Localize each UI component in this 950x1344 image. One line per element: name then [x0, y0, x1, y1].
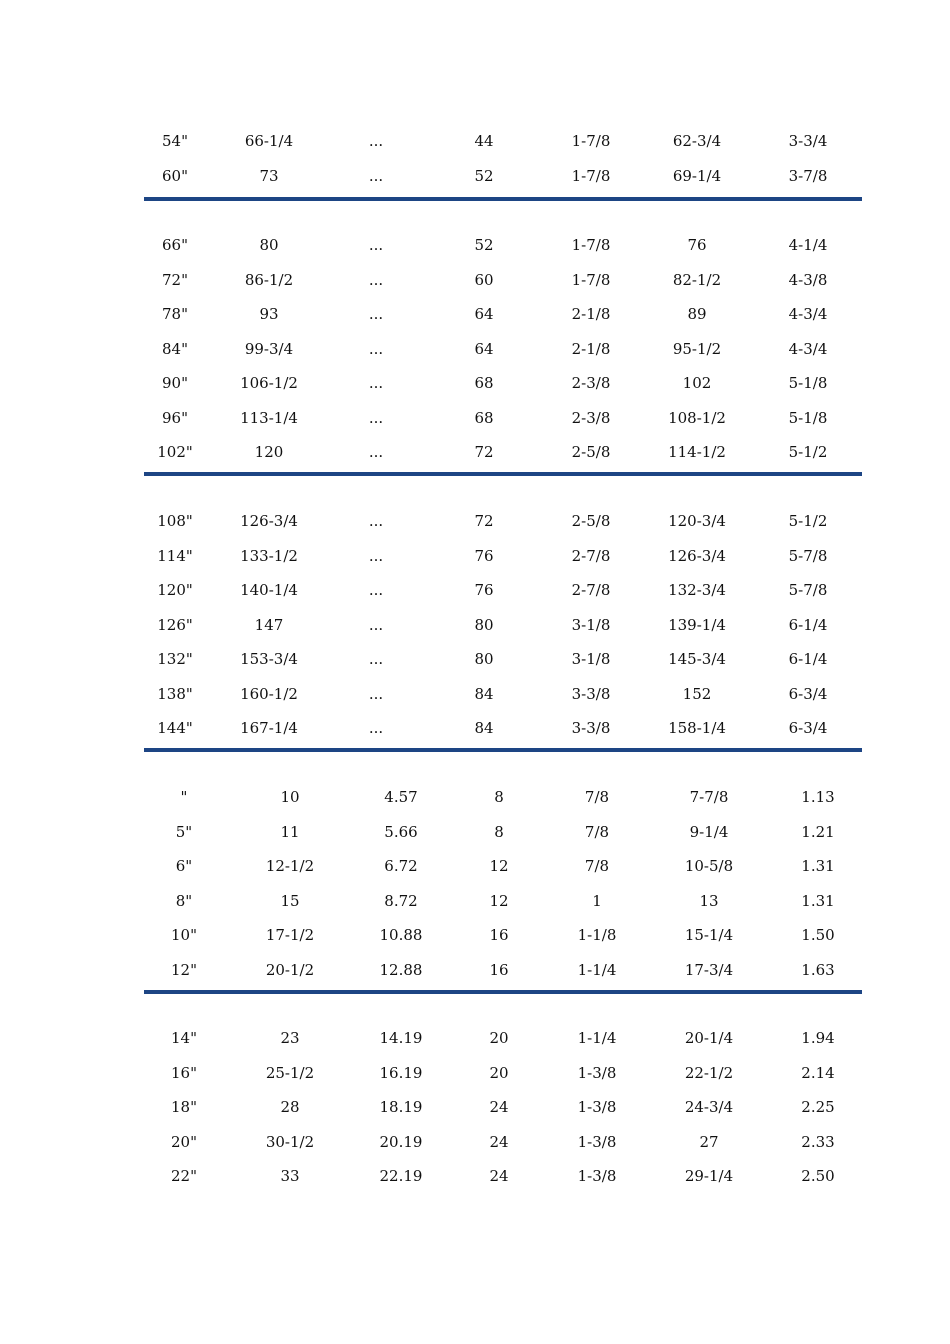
cell-nominal-size: " [180, 788, 188, 806]
cell-nominal-size: 18" [171, 1098, 197, 1116]
cell-nominal-size: 72" [162, 270, 188, 289]
table-row [0, 608, 950, 642]
table-row [0, 953, 950, 987]
cell-col-7: 2.14 [801, 1063, 835, 1082]
cell-col-7: 1.31 [801, 891, 835, 910]
cell-bolt-circle: 82-1/2 [672, 270, 722, 289]
cell-col-3: ... [368, 236, 384, 254]
cell-nominal-size: 144" [157, 719, 193, 737]
cell-bolt-size: 3-3/8 [571, 719, 611, 737]
cell-col-3: 6.72 [384, 857, 418, 875]
cell-nominal-size: 60" [162, 166, 188, 185]
cell-bolt-count: 24 [489, 1167, 509, 1185]
cell-nominal-size: 10" [171, 926, 197, 944]
cell-bolt-count: 52 [474, 166, 494, 185]
cell-flange-diameter: 120 [254, 443, 284, 461]
cell-col-3: ... [368, 512, 384, 530]
cell-flange-diameter: 167-1/4 [240, 719, 298, 737]
cell-bolt-size: 1-1/8 [577, 926, 617, 944]
cell-bolt-count: 12 [489, 891, 509, 910]
cell-bolt-size: 2-5/8 [571, 512, 611, 530]
cell-bolt-size: 2-1/8 [571, 339, 611, 358]
cell-bolt-count: 80 [474, 615, 494, 634]
cell-col-7: 4-3/8 [788, 270, 828, 289]
cell-col-3: 12.88 [379, 960, 423, 979]
cell-bolt-count: 64 [474, 305, 494, 323]
cell-nominal-size: 12" [171, 960, 197, 979]
table-row [0, 228, 950, 262]
cell-bolt-count: 68 [474, 374, 494, 392]
cell-bolt-count: 64 [474, 339, 494, 358]
cell-flange-diameter: 17-1/2 [265, 926, 315, 944]
cell-nominal-size: 22" [171, 1167, 197, 1185]
cell-bolt-circle: 158-1/4 [668, 719, 726, 737]
cell-bolt-circle: 89 [687, 305, 707, 323]
cell-bolt-circle: 24-3/4 [684, 1098, 734, 1116]
cell-flange-diameter: 73 [259, 166, 279, 185]
section-divider [144, 197, 862, 201]
table-row [0, 435, 950, 469]
table-row [0, 401, 950, 435]
cell-col-3: ... [368, 546, 384, 565]
table-row [0, 849, 950, 883]
cell-col-7: 5-7/8 [788, 581, 828, 599]
cell-flange-diameter: 106-1/2 [240, 374, 298, 392]
cell-nominal-size: 20" [171, 1132, 197, 1151]
cell-nominal-size: 5" [175, 822, 193, 841]
cell-bolt-count: 8 [494, 788, 504, 806]
cell-col-3: 5.66 [384, 822, 418, 841]
cell-bolt-circle: 20-1/4 [684, 1029, 734, 1047]
cell-col-7: 1.50 [801, 926, 835, 944]
cell-bolt-size: 3-1/8 [571, 615, 611, 634]
cell-bolt-size: 1-3/8 [577, 1098, 617, 1116]
cell-bolt-count: 84 [474, 719, 494, 737]
cell-bolt-size: 1-7/8 [571, 270, 611, 289]
cell-nominal-size: 102" [157, 443, 193, 461]
cell-flange-diameter: 153-3/4 [240, 650, 298, 668]
cell-col-3: 20.19 [379, 1132, 423, 1151]
cell-bolt-count: 16 [489, 926, 509, 944]
cell-col-7: 3-7/8 [788, 166, 828, 185]
cell-flange-diameter: 86-1/2 [244, 270, 294, 289]
table-row [0, 1021, 950, 1055]
table-row [0, 1090, 950, 1124]
table-row [0, 884, 950, 918]
cell-col-3: 8.72 [384, 891, 418, 910]
cell-col-7: 5-1/8 [788, 408, 828, 427]
table-row [0, 780, 950, 814]
cell-bolt-count: 60 [474, 270, 494, 289]
cell-bolt-size: 2-7/8 [571, 581, 611, 599]
cell-bolt-count: 84 [474, 684, 494, 703]
cell-col-7: 1.63 [801, 960, 835, 979]
table-row [0, 918, 950, 952]
cell-col-3: 16.19 [379, 1063, 423, 1082]
cell-col-7: 5-1/2 [788, 512, 828, 530]
cell-bolt-circle: 15-1/4 [684, 926, 734, 944]
cell-bolt-count: 24 [489, 1132, 509, 1151]
cell-col-3: ... [368, 684, 384, 703]
cell-nominal-size: 16" [171, 1063, 197, 1082]
cell-bolt-size: 1-7/8 [571, 236, 611, 254]
cell-bolt-size: 7/8 [584, 857, 610, 875]
cell-bolt-count: 12 [489, 857, 509, 875]
cell-col-7: 5-7/8 [788, 546, 828, 565]
cell-nominal-size: 8" [175, 891, 193, 910]
table-row [0, 366, 950, 400]
cell-col-3: 22.19 [379, 1167, 423, 1185]
cell-flange-diameter: 126-3/4 [240, 512, 298, 530]
cell-bolt-size: 3-1/8 [571, 650, 611, 668]
cell-col-7: 2.33 [801, 1132, 835, 1151]
cell-flange-diameter: 66-1/4 [244, 132, 294, 150]
cell-bolt-circle: 132-3/4 [668, 581, 726, 599]
cell-bolt-count: 76 [474, 581, 494, 599]
table-row [0, 1159, 950, 1193]
cell-bolt-size: 2-5/8 [571, 443, 611, 461]
cell-bolt-count: 20 [489, 1029, 509, 1047]
cell-bolt-circle: 126-3/4 [668, 546, 726, 565]
cell-bolt-count: 24 [489, 1098, 509, 1116]
cell-bolt-circle: 120-3/4 [668, 512, 726, 530]
table-row [0, 642, 950, 676]
cell-bolt-count: 20 [489, 1063, 509, 1082]
cell-bolt-circle: 95-1/2 [672, 339, 722, 358]
cell-nominal-size: 126" [157, 615, 193, 634]
cell-bolt-size: 7/8 [584, 788, 610, 806]
cell-flange-diameter: 33 [280, 1167, 300, 1185]
cell-nominal-size: 90" [162, 374, 188, 392]
cell-col-3: ... [368, 443, 384, 461]
cell-flange-diameter: 28 [280, 1098, 300, 1116]
cell-bolt-size: 1-7/8 [571, 132, 611, 150]
cell-bolt-count: 68 [474, 408, 494, 427]
cell-flange-diameter: 10 [280, 788, 300, 806]
cell-bolt-count: 52 [474, 236, 494, 254]
cell-flange-diameter: 99-3/4 [244, 339, 294, 358]
cell-nominal-size: 66" [162, 236, 188, 254]
cell-col-7: 1.94 [801, 1029, 835, 1047]
table-row [0, 504, 950, 538]
table-row [0, 677, 950, 711]
cell-col-7: 1.31 [801, 857, 835, 875]
cell-col-7: 5-1/8 [788, 374, 828, 392]
cell-col-7: 2.25 [801, 1098, 835, 1116]
cell-col-3: ... [368, 581, 384, 599]
cell-bolt-size: 2-3/8 [571, 374, 611, 392]
cell-col-7: 5-1/2 [788, 443, 828, 461]
cell-flange-diameter: 113-1/4 [240, 408, 298, 427]
cell-col-3: ... [368, 719, 384, 737]
cell-bolt-count: 8 [494, 822, 504, 841]
cell-col-3: ... [368, 650, 384, 668]
cell-bolt-size: 1-3/8 [577, 1063, 617, 1082]
table-row [0, 1125, 950, 1159]
cell-col-3: ... [368, 270, 384, 289]
cell-bolt-circle: 102 [682, 374, 712, 392]
cell-nominal-size: 114" [157, 546, 193, 565]
cell-bolt-size: 2-3/8 [571, 408, 611, 427]
cell-flange-diameter: 133-1/2 [240, 546, 298, 565]
cell-bolt-circle: 108-1/2 [668, 408, 726, 427]
cell-col-7: 1.13 [801, 788, 835, 806]
cell-nominal-size: 84" [162, 339, 188, 358]
cell-bolt-size: 1-1/4 [577, 960, 617, 979]
table-row [0, 1056, 950, 1090]
table-row [0, 297, 950, 331]
cell-bolt-size: 3-3/8 [571, 684, 611, 703]
cell-nominal-size: 54" [162, 132, 188, 150]
cell-bolt-circle: 29-1/4 [684, 1167, 734, 1185]
cell-bolt-size: 1-1/4 [577, 1029, 617, 1047]
cell-bolt-size: 1 [592, 891, 602, 910]
cell-bolt-count: 44 [474, 132, 494, 150]
cell-bolt-circle: 13 [699, 891, 719, 910]
cell-flange-diameter: 11 [280, 822, 300, 841]
cell-bolt-circle: 69-1/4 [672, 166, 722, 185]
cell-col-3: ... [368, 615, 384, 634]
cell-flange-diameter: 140-1/4 [240, 581, 298, 599]
cell-flange-diameter: 147 [254, 615, 284, 634]
cell-bolt-size: 2-7/8 [571, 546, 611, 565]
cell-bolt-circle: 139-1/4 [668, 615, 726, 634]
cell-flange-diameter: 20-1/2 [265, 960, 315, 979]
cell-bolt-size: 2-1/8 [571, 305, 611, 323]
cell-col-3: ... [368, 305, 384, 323]
section-divider [144, 990, 862, 994]
cell-flange-diameter: 160-1/2 [240, 684, 298, 703]
cell-col-3: ... [368, 374, 384, 392]
cell-bolt-circle: 27 [699, 1132, 719, 1151]
cell-col-7: 3-3/4 [788, 132, 828, 150]
cell-col-7: 1.21 [801, 822, 835, 841]
cell-bolt-count: 72 [474, 443, 494, 461]
cell-bolt-circle: 114-1/2 [668, 443, 726, 461]
cell-bolt-size: 1-3/8 [577, 1132, 617, 1151]
cell-col-7: 6-3/4 [788, 684, 828, 703]
cell-col-3: ... [368, 339, 384, 358]
table-row [0, 124, 950, 158]
cell-bolt-circle: 10-5/8 [684, 857, 734, 875]
cell-col-3: 4.57 [384, 788, 418, 806]
cell-nominal-size: 138" [157, 684, 193, 703]
cell-col-7: 6-1/4 [788, 615, 828, 634]
cell-bolt-circle: 22-1/2 [684, 1063, 734, 1082]
table-row [0, 332, 950, 366]
cell-col-3: 14.19 [379, 1029, 423, 1047]
section-divider [144, 472, 862, 476]
cell-flange-diameter: 15 [280, 891, 300, 910]
table-row [0, 539, 950, 573]
cell-bolt-circle: 76 [687, 236, 707, 254]
cell-flange-diameter: 93 [259, 305, 279, 323]
cell-nominal-size: 96" [162, 408, 188, 427]
cell-nominal-size: 108" [157, 512, 193, 530]
cell-bolt-count: 76 [474, 546, 494, 565]
cell-flange-diameter: 23 [280, 1029, 300, 1047]
cell-bolt-circle: 152 [682, 684, 712, 703]
cell-flange-diameter: 30-1/2 [265, 1132, 315, 1151]
cell-col-7: 2.50 [801, 1167, 835, 1185]
table-row [0, 573, 950, 607]
cell-flange-diameter: 80 [259, 236, 279, 254]
cell-bolt-circle: 62-3/4 [672, 132, 722, 150]
cell-col-3: 18.19 [379, 1098, 423, 1116]
cell-bolt-count: 16 [489, 960, 509, 979]
cell-bolt-size: 7/8 [584, 822, 610, 841]
cell-nominal-size: 132" [157, 650, 193, 668]
cell-col-3: 10.88 [379, 926, 423, 944]
cell-flange-diameter: 25-1/2 [265, 1063, 315, 1082]
table-row [0, 711, 950, 745]
cell-bolt-count: 72 [474, 512, 494, 530]
cell-bolt-size: 1-7/8 [571, 166, 611, 185]
cell-col-3: ... [368, 166, 384, 185]
cell-nominal-size: 120" [157, 581, 193, 599]
section-divider [144, 748, 862, 752]
cell-nominal-size: 14" [171, 1029, 197, 1047]
cell-nominal-size: 6" [175, 857, 193, 875]
cell-bolt-circle: 9-1/4 [689, 822, 729, 841]
cell-nominal-size: 78" [162, 305, 188, 323]
cell-bolt-circle: 7-7/8 [689, 788, 729, 806]
cell-col-7: 4-3/4 [788, 339, 828, 358]
cell-col-7: 4-1/4 [788, 236, 828, 254]
table-row [0, 263, 950, 297]
cell-bolt-circle: 145-3/4 [668, 650, 726, 668]
cell-bolt-circle: 17-3/4 [684, 960, 734, 979]
cell-col-7: 6-1/4 [788, 650, 828, 668]
table-row [0, 159, 950, 193]
cell-col-3: ... [368, 408, 384, 427]
cell-col-3: ... [368, 132, 384, 150]
cell-flange-diameter: 12-1/2 [265, 857, 315, 875]
cell-col-7: 4-3/4 [788, 305, 828, 323]
cell-bolt-count: 80 [474, 650, 494, 668]
cell-col-7: 6-3/4 [788, 719, 828, 737]
table-row [0, 815, 950, 849]
cell-bolt-size: 1-3/8 [577, 1167, 617, 1185]
